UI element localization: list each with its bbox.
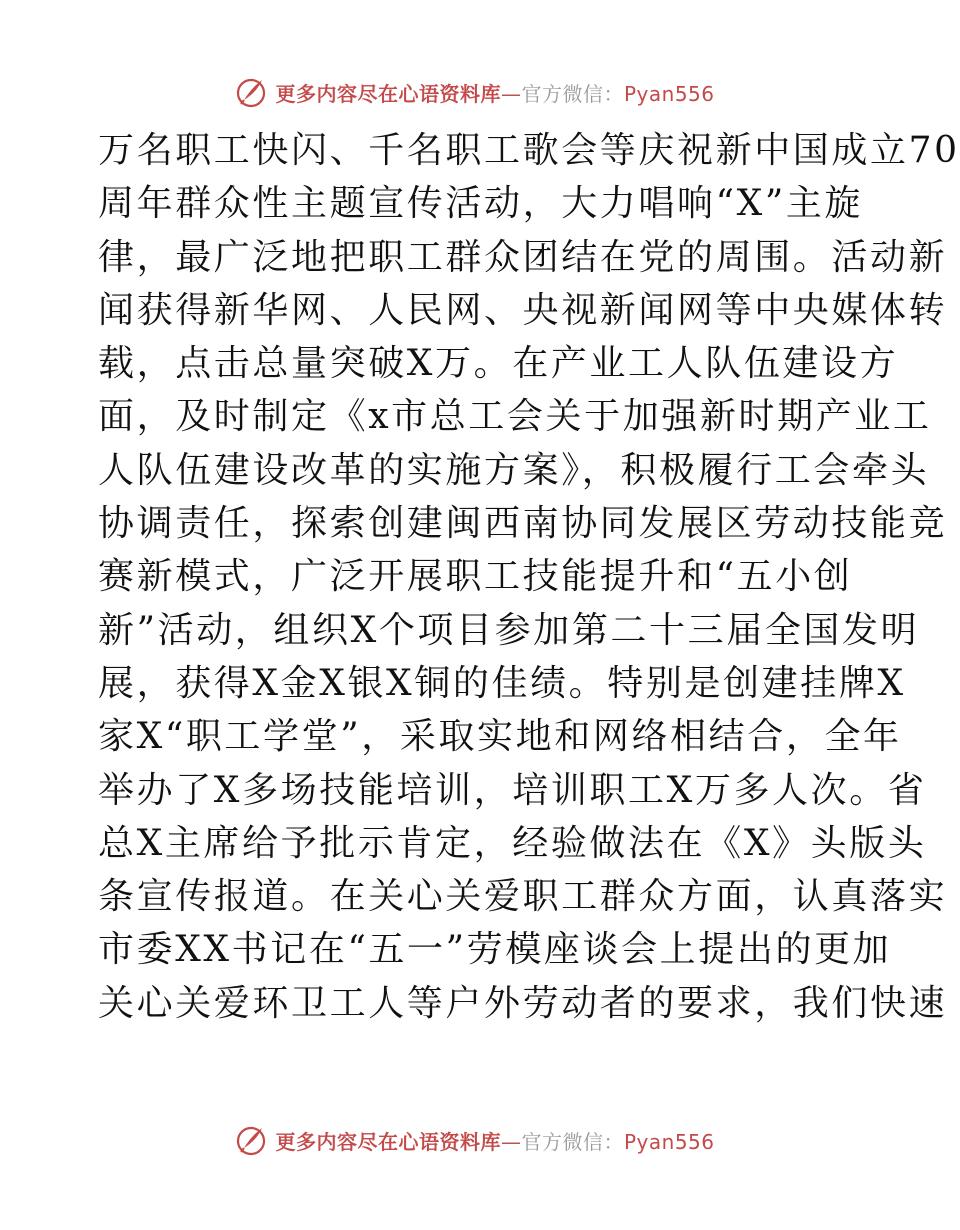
body-line: 条宣传报道。在关心关爱职工群众方面，认真落实 [98,876,948,918]
body-line: 家X“职工学堂”，采取实地和网络相结合，全年 [98,716,902,758]
footer-watermark [0,1120,950,1160]
body-line: 展，获得X金X银X铜的佳绩。特别是创建挂牌X [98,662,906,704]
body-line: 市委XX书记在“五一”劳模座谈会上提出的更加 [98,929,892,971]
body-line: 闻获得新华网、人民网、央视新闻网等中央媒体转 [98,289,948,331]
watermark-official: 官方微信： [521,81,624,106]
body-line: 律，最广泛地把职工群众团结在党的周围。活动新 [98,236,948,278]
watermark-wechat-id: Pyan556 [623,1129,715,1154]
body-line: 人队伍建设改革的实施方案》，积极履行工会牵头 [98,449,930,491]
document-body [98,124,960,1030]
body-line: 关心关爱环卫工人等户外劳动者的要求，我们快速 [98,982,948,1024]
body-line: 周年群众性主题宣传活动，大力唱响“X”主旋 [98,183,864,225]
watermark-main: 更多内容尽在心语资料库 [275,1129,501,1154]
watermark-wechat-id: Pyan556 [623,81,715,106]
body-line: 协调责任，探索创建闽西南协同发展区劳动技能竞 [98,503,948,545]
body-line: 总X主席给予批示肯定，经验做法在《X》头版头 [98,822,927,864]
watermark-separator: — [500,1129,522,1154]
watermark-official: 官方微信： [521,1129,624,1154]
body-line: 载，点击总量突破X万。在产业工人队伍建设方 [98,343,899,385]
body-line: 赛新模式，广泛开展职工技能提升和“五小创 [98,556,853,598]
body-line: 新”活动，组织X个项目参加第二十三届全国发明 [98,609,920,651]
quill-seal-icon [235,76,267,108]
body-line: 举办了X多场技能培训，培训职工X万多人次。省 [98,769,927,811]
body-line: 面，及时制定《x市总工会关于加强新时期产业工 [98,396,932,438]
watermark-text [275,78,714,107]
watermark-separator: — [500,81,522,106]
watermark-main: 更多内容尽在心语资料库 [275,81,501,106]
body-line: 万名职工快闪、千名职工歌会等庆祝新中国成立70 [98,130,960,171]
header-watermark [0,72,950,112]
quill-seal-icon [235,1124,267,1156]
watermark-text [275,1126,714,1155]
